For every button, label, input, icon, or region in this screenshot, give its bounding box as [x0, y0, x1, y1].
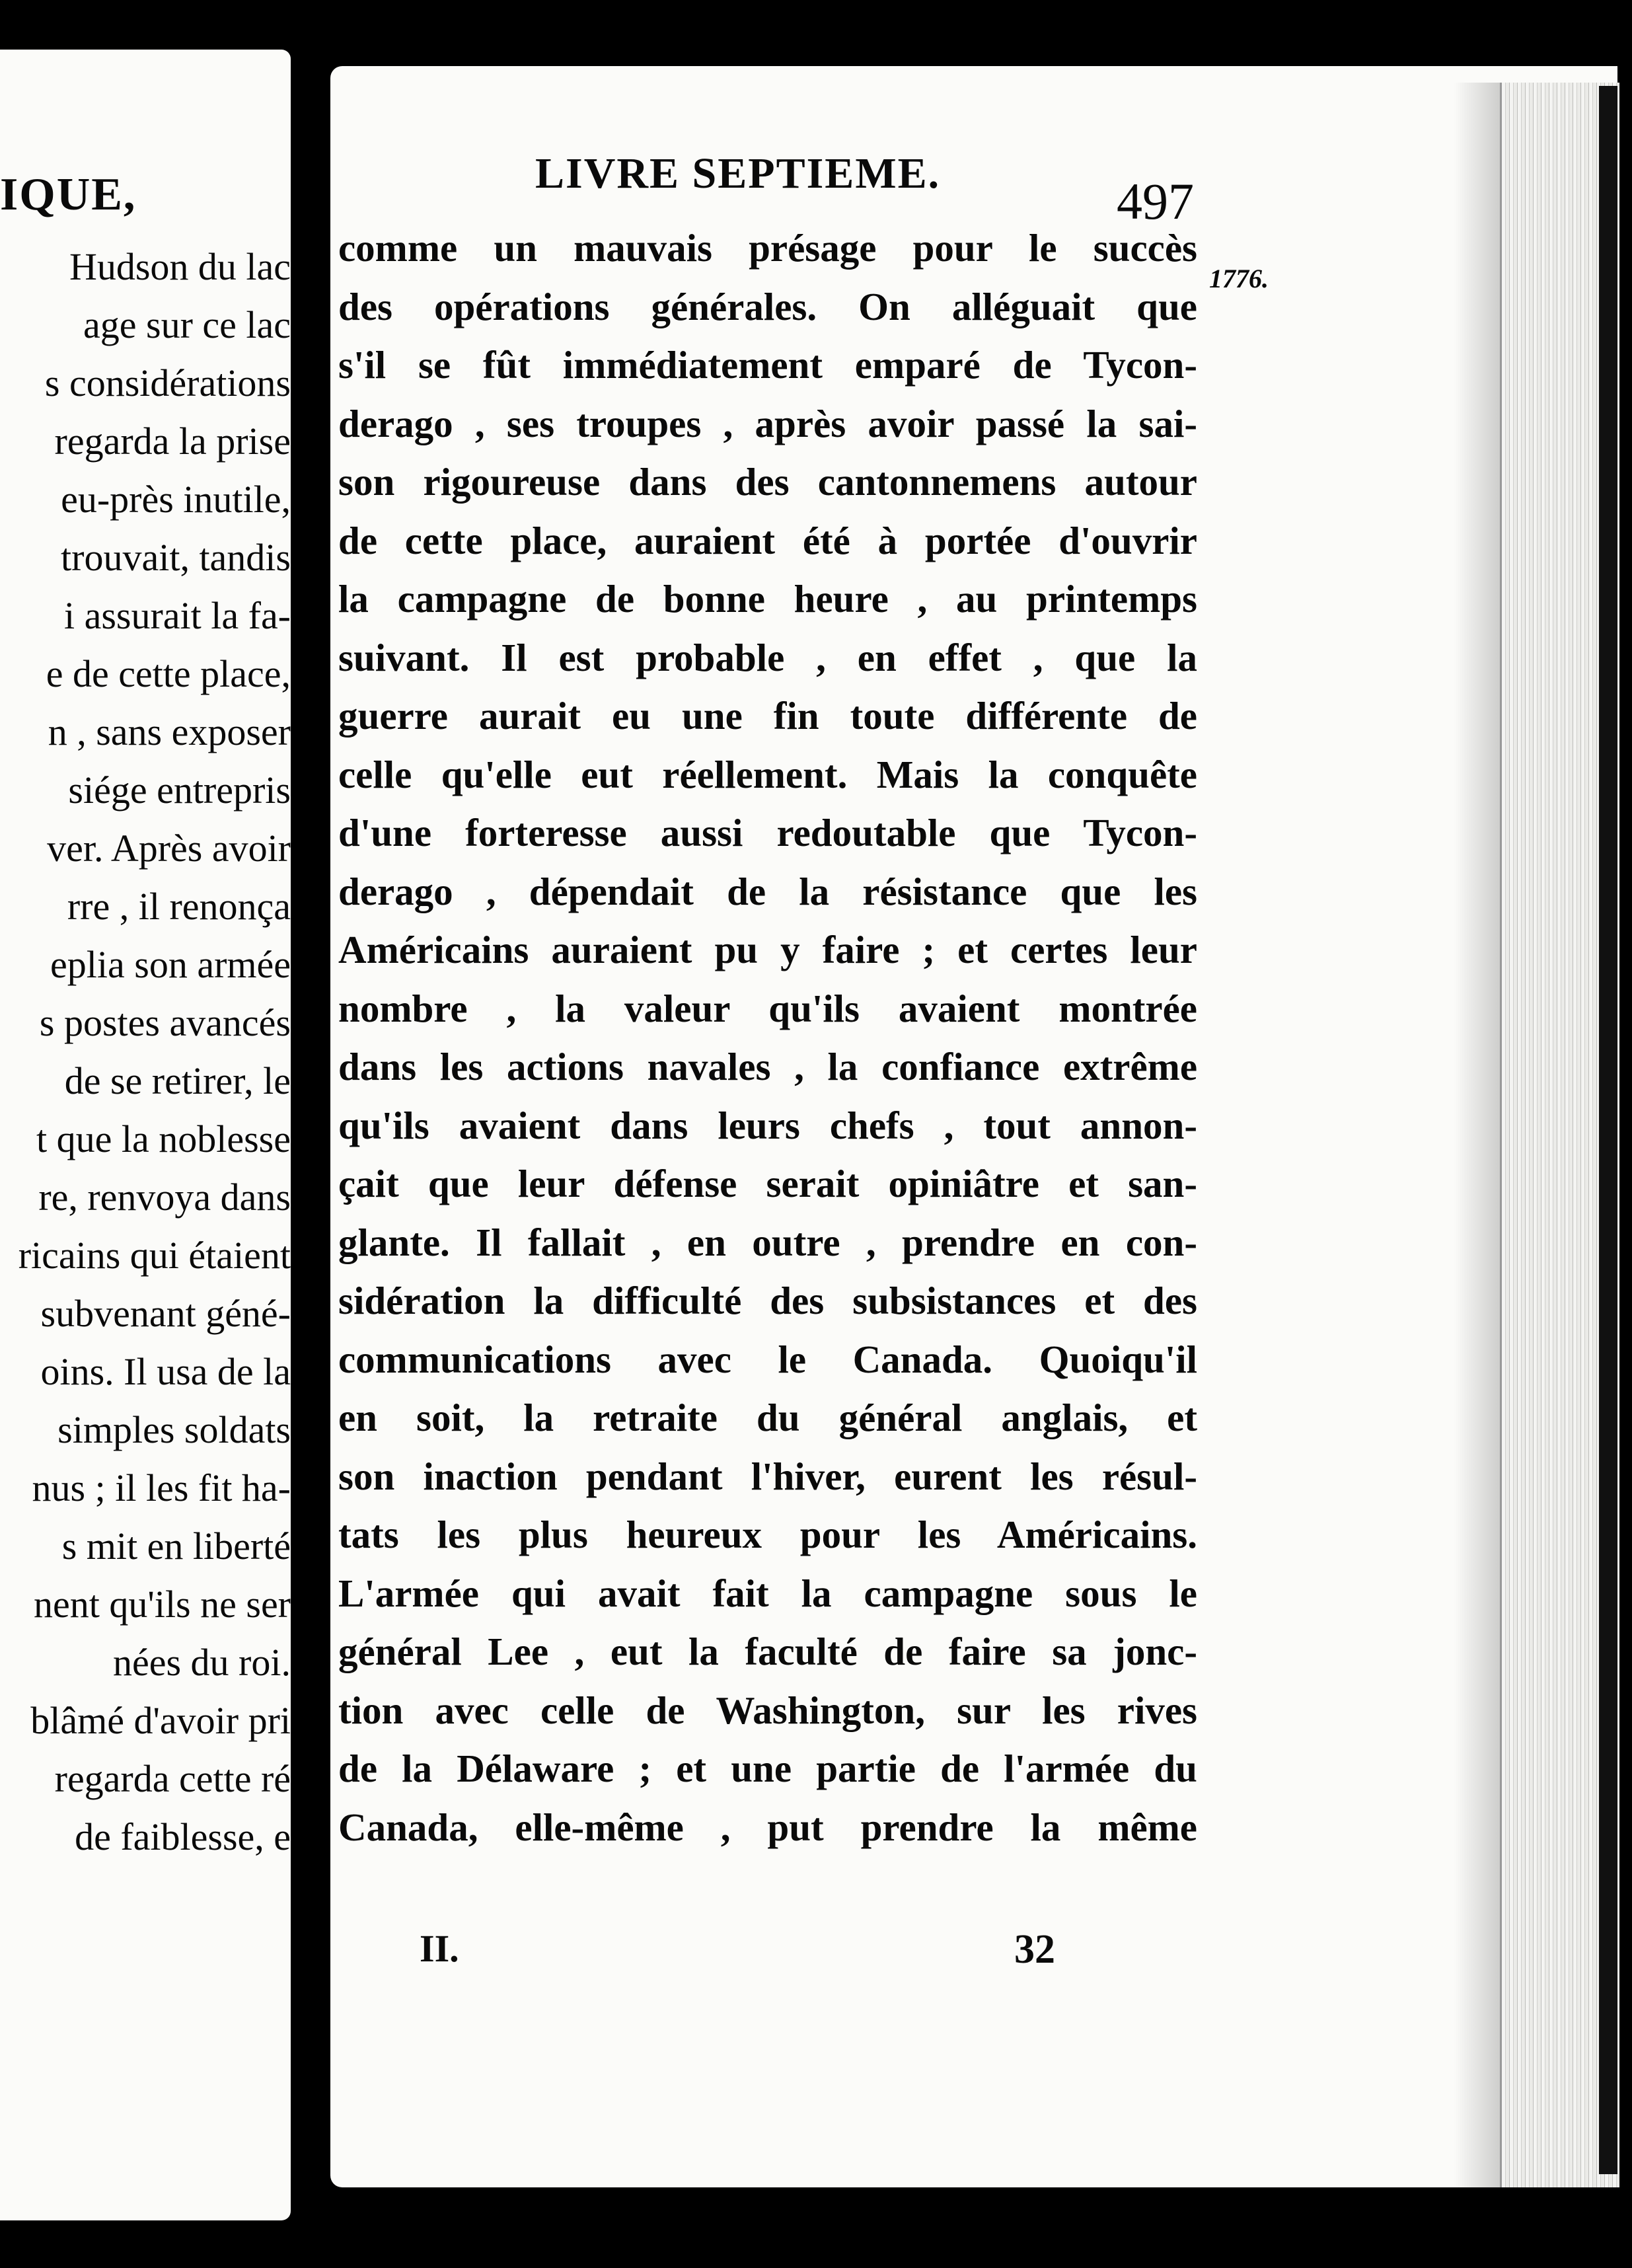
body-text-line: comme un mauvais présage pour le succès: [338, 226, 1197, 270]
left-page-header: IQUE,: [0, 169, 137, 220]
body-text-line: suivant. Il est probable , en effet , que la: [338, 635, 1197, 679]
left-text-line: ver. Après avoir: [47, 827, 291, 870]
left-text-line: siége entrepris: [68, 769, 291, 812]
body-text-line: général Lee , eut la faculté de faire sa jonc-: [338, 1630, 1197, 1673]
right-page: [330, 66, 1617, 2187]
left-text-line: i assurait la fa-: [63, 594, 291, 637]
left-text-line: rre , il renonça: [67, 885, 291, 928]
body-text-line: la campagne de bonne heure , au printemps: [338, 577, 1197, 621]
left-text-line: t que la noblesse: [36, 1117, 291, 1160]
body-text-line: L'armée qui avait fait la campagne sous le: [338, 1571, 1197, 1615]
body-text-line: Américains auraient pu y faire ; et certes leur: [338, 928, 1197, 971]
left-text-line: trouvait, tandis: [61, 536, 291, 579]
body-text-line: derago , ses troupes , après avoir passé la sai-: [338, 401, 1197, 445]
body-text-line: son inaction pendant l'hiver, eurent les résul-: [338, 1454, 1197, 1498]
left-text-line: e de cette place,: [46, 652, 291, 695]
body-text-line: Canada, elle-même , put prendre la même: [338, 1805, 1197, 1849]
body-text-line: çait que leur défense serait opiniâtre et san-: [338, 1162, 1197, 1205]
body-text-line: son rigoureuse dans des cantonnemens autour: [338, 460, 1197, 504]
page-curl-shadow: [1454, 83, 1500, 2187]
body-text-line: en soit, la retraite du général anglais, et: [338, 1396, 1197, 1439]
body-text-line: dans les actions navales , la confiance extrême: [338, 1045, 1197, 1088]
page-number: 497: [1117, 172, 1194, 230]
sheet-number: 32: [1014, 1927, 1055, 1972]
left-text-line: eu-près inutile,: [61, 478, 291, 521]
body-text-line: qu'ils avaient dans leurs chefs , tout annon-: [338, 1103, 1197, 1147]
body-text-line: nombre , la valeur qu'ils avaient montrée: [338, 986, 1197, 1030]
left-text-line: nus ; il les fit ha-: [32, 1466, 291, 1509]
body-text-line: tion avec celle de Washington, sur les rives: [338, 1688, 1197, 1732]
body-text-line: de cette place, auraient été à portée d'ouvrir: [338, 518, 1197, 562]
left-page: [0, 50, 291, 2220]
body-text-line: guerre aurait eu une fin toute différente de: [338, 694, 1197, 737]
signature-mark: II.: [420, 1927, 459, 1970]
body-text-line: de la Délaware ; et une partie de l'armée du: [338, 1747, 1197, 1790]
left-text-line: blâmé d'avoir pri: [30, 1699, 291, 1742]
left-text-line: oins. Il usa de la: [40, 1350, 291, 1393]
body-text-line: tats les plus heureux pour les Américains.: [338, 1513, 1197, 1556]
left-text-line: Hudson du lac: [69, 245, 291, 288]
left-text-line: s mit en liberté: [61, 1525, 291, 1568]
body-text-line: s'il se fût immédiatement emparé de Tycon-: [338, 343, 1197, 387]
left-text-line: n , sans exposer: [48, 710, 291, 753]
left-text-line: nées du roi.: [113, 1641, 291, 1684]
left-text-line: regarda la prise: [54, 420, 291, 463]
left-text-line: age sur ce lac: [83, 303, 291, 346]
body-text-line: sidération la difficulté des subsistances et des: [338, 1279, 1197, 1322]
left-text-line: nent qu'ils ne ser: [34, 1583, 291, 1626]
body-text-line: glante. Il fallait , en outre , prendre en con-: [338, 1220, 1197, 1264]
left-text-line: re, renvoya dans: [38, 1176, 291, 1219]
left-text-line: simples soldats: [57, 1408, 291, 1451]
left-text-line: eplia son armée: [50, 943, 291, 986]
left-text-line: de se retirer, le: [64, 1059, 291, 1102]
margin-year-note: 1776.: [1209, 264, 1269, 293]
body-text-line: derago , dépendait de la résistance que les: [338, 869, 1197, 913]
body-text-line: celle qu'elle eut réellement. Mais la conquête: [338, 752, 1197, 796]
left-text-line: s postes avancés: [39, 1001, 291, 1044]
body-text-line: communications avec le Canada. Quoiqu'il: [338, 1337, 1197, 1381]
left-text-line: regarda cette ré: [54, 1757, 291, 1800]
body-text-line: des opérations générales. On alléguait que: [338, 284, 1197, 328]
left-text-line: subvenant géné-: [40, 1292, 291, 1335]
left-text-line: s considérations: [44, 361, 291, 404]
left-text-line: de faiblesse, e: [75, 1815, 291, 1858]
book-gutter: [291, 0, 330, 2268]
left-text-line: ricains qui étaient: [18, 1234, 291, 1277]
running-head: LIVRE SEPTIEME.: [535, 149, 941, 198]
book-cover-edge: [1599, 86, 1617, 2174]
body-text-line: d'une forteresse aussi redoutable que Tycon-: [338, 811, 1197, 854]
